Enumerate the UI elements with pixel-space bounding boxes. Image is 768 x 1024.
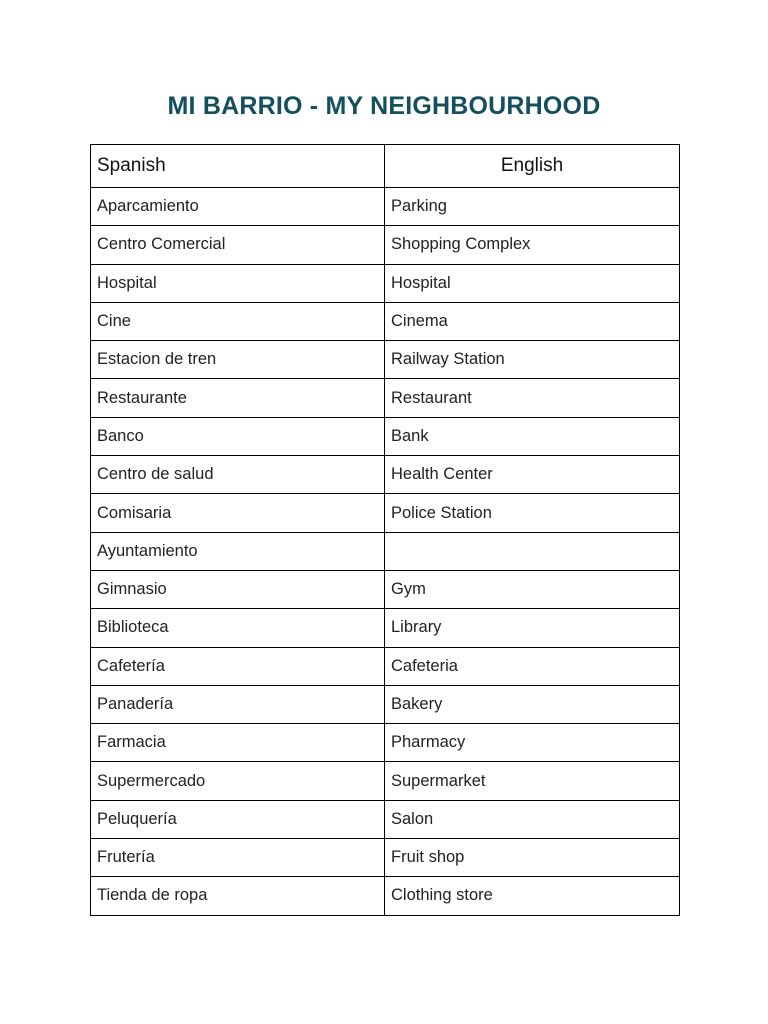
- cell-english: [385, 532, 680, 570]
- table-row: [91, 226, 680, 264]
- table-row: [91, 570, 680, 608]
- table-row: [91, 532, 680, 570]
- table-row: [91, 379, 680, 417]
- table-header-row: [91, 145, 680, 188]
- cell-spanish: Aparcamiento: [91, 188, 385, 226]
- cell-english: Bank: [385, 417, 680, 455]
- cell-spanish: Cafetería: [91, 647, 385, 685]
- cell-english: Gym: [385, 570, 680, 608]
- cell-spanish: Hospital: [91, 264, 385, 302]
- table-row: [91, 647, 680, 685]
- cell-english: Railway Station: [385, 341, 680, 379]
- page-title: MI BARRIO - MY NEIGHBOURHOOD: [167, 92, 601, 120]
- cell-spanish: Estacion de tren: [91, 341, 385, 379]
- cell-english: Cafeteria: [385, 647, 680, 685]
- cell-spanish: Restaurante: [91, 379, 385, 417]
- cell-english: Salon: [385, 800, 680, 838]
- cell-spanish: Peluquería: [91, 800, 385, 838]
- cell-english: Bakery: [385, 685, 680, 723]
- table-row: [91, 800, 680, 838]
- cell-english: Restaurant: [385, 379, 680, 417]
- cell-english: Pharmacy: [385, 724, 680, 762]
- table-row: [91, 494, 680, 532]
- cell-english: Police Station: [385, 494, 680, 532]
- cell-spanish: Centro Comercial: [91, 226, 385, 264]
- cell-english: Hospital: [385, 264, 680, 302]
- cell-english: Fruit shop: [385, 839, 680, 877]
- table-row: [91, 762, 680, 800]
- table-row: [91, 724, 680, 762]
- cell-spanish: Ayuntamiento: [91, 532, 385, 570]
- table-row: [91, 264, 680, 302]
- cell-spanish: Frutería: [91, 839, 385, 877]
- table-row: [91, 877, 680, 915]
- cell-spanish: Gimnasio: [91, 570, 385, 608]
- cell-english: Health Center: [385, 456, 680, 494]
- table-row: [91, 456, 680, 494]
- table-row: [91, 302, 680, 340]
- cell-spanish: Panadería: [91, 685, 385, 723]
- table-body: [91, 188, 680, 916]
- cell-english: Library: [385, 609, 680, 647]
- vocabulary-table: [90, 144, 680, 916]
- cell-spanish: Farmacia: [91, 724, 385, 762]
- table-row: [91, 685, 680, 723]
- cell-spanish: Cine: [91, 302, 385, 340]
- column-header-english: English: [385, 145, 680, 188]
- cell-spanish: Supermercado: [91, 762, 385, 800]
- cell-english: Parking: [385, 188, 680, 226]
- cell-spanish: Tienda de ropa: [91, 877, 385, 915]
- table-row: [91, 341, 680, 379]
- table-row: [91, 188, 680, 226]
- cell-spanish: Comisaria: [91, 494, 385, 532]
- cell-english: Clothing store: [385, 877, 680, 915]
- cell-spanish: Banco: [91, 417, 385, 455]
- cell-english: Shopping Complex: [385, 226, 680, 264]
- cell-english: Supermarket: [385, 762, 680, 800]
- cell-spanish: Biblioteca: [91, 609, 385, 647]
- column-header-spanish: Spanish: [91, 145, 385, 188]
- table-row: [91, 839, 680, 877]
- table-row: [91, 417, 680, 455]
- cell-english: Cinema: [385, 302, 680, 340]
- cell-spanish: Centro de salud: [91, 456, 385, 494]
- table-row: [91, 609, 680, 647]
